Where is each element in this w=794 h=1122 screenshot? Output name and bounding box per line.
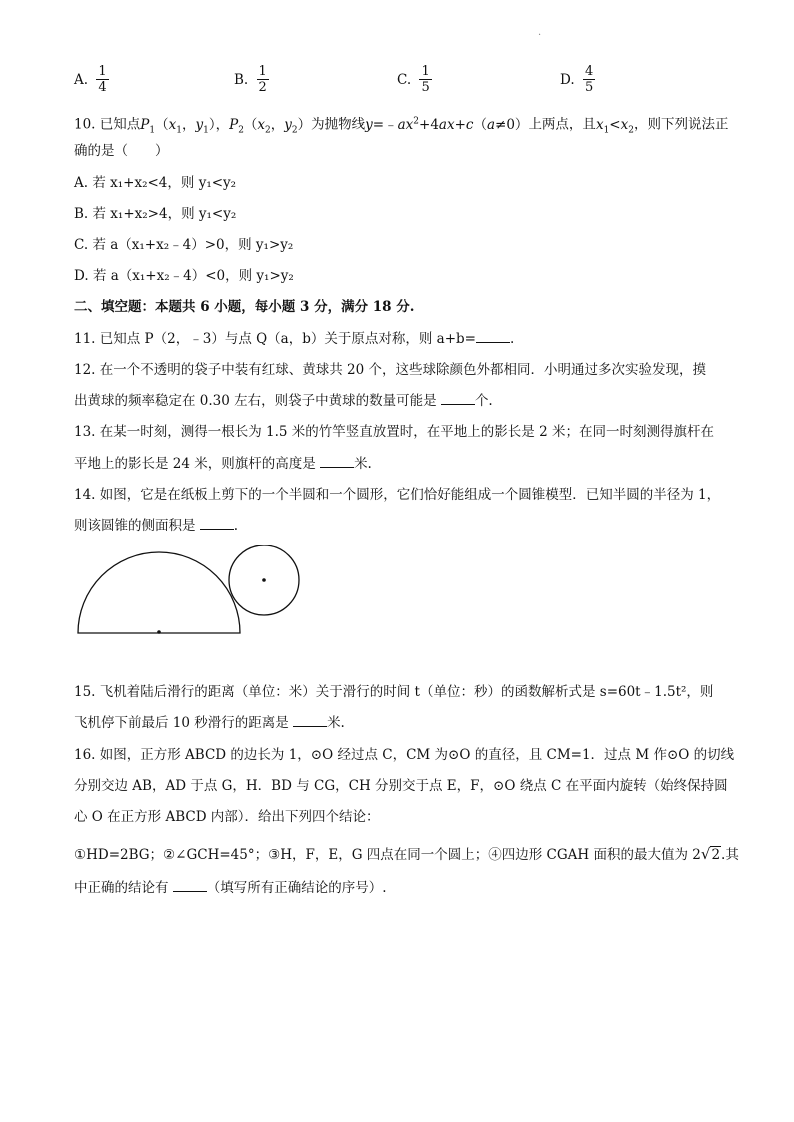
q14-text: 则该圆锥的侧面积是	[74, 518, 196, 534]
q15-end: 米.	[327, 715, 345, 731]
q11-line	[74, 330, 514, 348]
q14-line1: 14. 如图，它是在纸板上剪下的一个半圆和一个圆形，它们恰好能组成一个圆锥模型．已知半圆的半径为 1，	[74, 487, 721, 503]
q12-line2	[74, 392, 493, 410]
q10-number: 10.	[74, 116, 96, 133]
q9-option-a[interactable]	[74, 64, 109, 95]
q13-line2	[74, 455, 372, 473]
option-label: D.	[74, 268, 89, 284]
option-text: 若 x₁+x₂<4，则 y₁<y₂	[92, 175, 237, 191]
fraction	[419, 64, 431, 95]
q10-text-d: ，则下列说法正	[633, 116, 729, 133]
option-label: C.	[74, 237, 89, 253]
q9-option-c[interactable]	[397, 64, 432, 95]
q10-points: $P_1(x_1$，$y_1$），$P_2(x_2$，$y_2$）	[140, 116, 312, 136]
option-text: 若 a（x₁+x₂﹣4）<0，则 y₁>y₂	[92, 268, 294, 284]
fraction	[96, 64, 108, 95]
q10-text-b: 为抛物线	[311, 116, 366, 133]
q15-line2	[74, 714, 345, 732]
q11-text: 11. 已知点 P（2，﹣3）与点 Q（a，b）关于原点对称，则 a+b=	[74, 331, 476, 347]
q16-line5	[74, 879, 387, 897]
denominator: 5	[584, 80, 594, 95]
q14-end: .	[233, 518, 239, 534]
q16-end: （填写所有正确结论的序号）.	[206, 880, 387, 896]
q10-text-c: 上两点，且	[528, 116, 596, 133]
q16-conclusions: ①HD=2BG；②∠GCH=45°；③H，F，E，G 四点在同一个圆上；④四边形 CGAH 面积的最大值为 2	[74, 847, 701, 863]
q10-line2: 确的是（ ）	[74, 143, 169, 159]
option-label: A.	[74, 175, 89, 191]
option-label: A.	[74, 71, 89, 88]
q12-end: 个.	[474, 393, 493, 409]
denominator: 4	[98, 80, 107, 95]
sqrt-icon: √	[700, 845, 711, 863]
q10-option-b[interactable]	[74, 205, 236, 223]
q16-line4	[74, 845, 739, 864]
q16-line2: 分别交边 AB，AD 于点 G，H．BD 与 CG，CH 分别交于点 E，F，⊙O 绕点 C 在平面内旋转（始终保持圆	[74, 778, 728, 794]
q12-line1: 12. 在一个不透明的袋子中装有红球、黄球共 20 个，这些球除颜色外都相同．小明通过多次实验发现，摸	[74, 362, 707, 378]
option-label: B.	[74, 206, 89, 222]
semicircle-center	[157, 630, 161, 634]
q16-text: 中正确的结论有	[74, 880, 169, 896]
sqrt-radicand: 2	[711, 847, 721, 863]
semicircle	[78, 552, 240, 633]
numerator: 4	[584, 64, 594, 79]
option-text: 若 a（x₁+x₂﹣4）>0，则 y₁>y₂	[92, 237, 294, 253]
option-text: 若 x₁+x₂>4，则 y₁<y₂	[92, 206, 237, 222]
q9-option-d[interactable]	[560, 64, 595, 95]
q13-line1: 13. 在某一时刻，测得一根长为 1.5 米的竹竿竖直放置时，在平地上的影长是 2 米；在同一时刻测得旗杆在	[74, 424, 714, 440]
q10-option-c[interactable]	[74, 236, 293, 254]
fraction	[257, 64, 269, 95]
q15-text: 飞机停下前最后 10 秒滑行的距离是	[74, 715, 289, 731]
denominator: 5	[421, 80, 430, 95]
q10-equation: $y=﹣ax^2+4ax+c(a\ne 0)$	[365, 116, 529, 133]
sqrt-expression	[701, 845, 721, 864]
q11-answer-blank[interactable]	[476, 330, 510, 343]
q16-line4-end: .其	[721, 847, 739, 863]
q16-line1: 16. 如图，正方形 ABCD 的边长为 1，⊙O 经过点 C，CM 为⊙O 的直径，且 CM=1．过点 M 作⊙O 的切线	[74, 747, 735, 763]
q13-text: 平地上的影长是 24 米，则旗杆的高度是	[74, 456, 316, 472]
fraction	[583, 64, 595, 95]
option-label: D.	[560, 71, 575, 88]
q9-option-b[interactable]	[234, 64, 269, 95]
top-mark: ·	[538, 30, 542, 41]
circle-center	[262, 578, 266, 582]
q13-answer-blank[interactable]	[320, 455, 354, 468]
q14-answer-blank[interactable]	[200, 517, 234, 530]
denominator: 2	[258, 80, 267, 95]
numerator: 1	[258, 64, 267, 79]
option-label: C.	[397, 71, 412, 88]
numerator: 1	[98, 64, 107, 79]
q15-answer-blank[interactable]	[293, 714, 327, 727]
q11-end: .	[509, 331, 515, 347]
section2-heading: 二、填空题：本题共 6 小题，每小题 3 分，满分 18 分.	[74, 299, 415, 315]
q10-option-a[interactable]	[74, 174, 236, 192]
q10-cond: $x_1<x_2$	[595, 116, 634, 136]
numerator: 1	[421, 64, 430, 79]
q10-option-d[interactable]	[74, 267, 294, 285]
option-label: B.	[234, 71, 249, 88]
q16-answer-blank[interactable]	[173, 879, 207, 892]
q12-answer-blank[interactable]	[441, 392, 475, 405]
q14-line2	[74, 517, 238, 535]
q12-text: 出黄球的频率稳定在 0.30 左右，则袋子中黄球的数量可能是	[74, 393, 437, 409]
cone-figure	[70, 545, 320, 645]
q10-line1	[74, 112, 728, 139]
q10-text-a: 已知点	[99, 116, 141, 133]
q15-line1: 15. 飞机着陆后滑行的距离（单位：米）关于滑行的时间 t（单位：秒）的函数解析式是 s=60t﹣1.5t²，则	[74, 684, 714, 700]
q16-line3: 心 O 在正方形 ABCD 内部）．给出下列四个结论：	[74, 809, 380, 825]
q13-end: 米.	[354, 456, 372, 472]
